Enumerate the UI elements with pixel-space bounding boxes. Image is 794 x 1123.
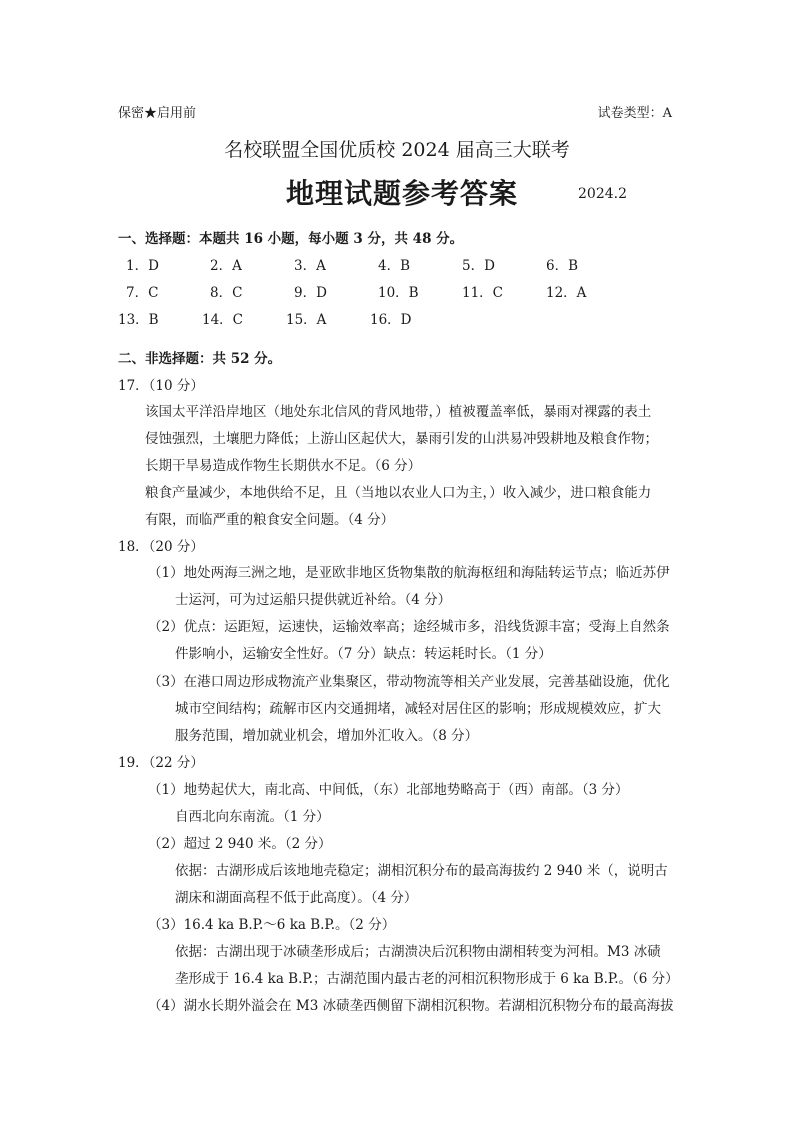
question-number: 18．（20 分） [118,539,204,555]
answer-text-line: 粮食产量减少，本地供给不足，且（当地以农业人口为主，）收入减少，进口粮食能力 [145,485,652,501]
question-number: 19．（22 分） [118,755,204,771]
document-date: 2024.2 [578,186,627,202]
answer-item: 7．C [126,285,159,301]
answer-item: 14．C [202,312,244,328]
answer-row [126,254,630,274]
answer-row [126,281,630,301]
answer-item: 3．A [294,258,326,274]
answer-text-line: （4）湖水长期外溢会在 M3 冰碛垄西侧留下湖相沉积物。若湖相沉积物分布的最高海拔 [148,998,674,1014]
answer-text-line: 城市空间结构；疏解市区内交通拥堵，减轻对居住区的影响；形成规模效应，扩大 [175,701,661,717]
answer-item: 16．D [370,312,412,328]
section-heading-nonchoice: 二、非选择题：共 52 分。 [118,351,282,367]
section-heading-choice: 一、选择题：本题共 16 小题，每小题 3 分，共 48 分。 [118,231,464,247]
answer-text-line: 依据：古湖形成后该地地壳稳定；湖相沉积分布的最高海拔约 2 940 米（，说明古 [175,863,668,879]
answer-text-line: （2）超过 2 940 米。（2 分） [148,836,332,852]
answer-item: 13．B [118,312,159,328]
answer-item: 6．B [546,258,579,274]
document-title: 地理试题参考答案 [286,177,519,210]
answer-text-line: 该国太平洋沿岸地区（地处东北信风的背风地带，）植被覆盖率低，暴雨对裸露的表土 [145,404,652,420]
answer-item: 9．D [294,285,327,301]
answer-text-line: 自西北向东南流。（1 分） [175,809,330,825]
answer-item: 2．A [210,258,242,274]
answer-item: 8．C [210,285,243,301]
answer-text-line: 件影响小，运输安全性好。（7 分）缺点：转运耗时长。（1 分） [175,646,552,662]
answer-row [118,308,454,328]
question-number: 17．（10 分） [118,378,204,394]
answer-text-line: （1）地势起伏大，南北高、中间低，（东）北部地势略高于（西）南部。（3 分） [148,782,629,798]
answer-text-line: （2）优点：运距短，运速快，运输效率高；途经城市多，沿线货源丰富；受海上自然条 [148,619,670,635]
answer-item: 15．A [286,312,327,328]
answer-item: 1．D [126,258,159,274]
answer-text-line: 垄形成于 16.4 ka B.P.；古湖范围内最古老的河相沉积物形成于 6 ka B.P.。（6 分） [175,971,679,987]
answer-text-line: 长期干旱易造成作物生长期供水不足。（6 分） [145,458,422,474]
answer-text-line: （3）在港口周边形成物流产业集聚区，带动物流等相关产业发展，完善基础设施，优化 [148,674,670,690]
answer-item: 11．C [462,285,504,301]
answer-text-line: 士运河，可为过运船只提供就近补给。（4 分） [175,592,452,608]
answer-item: 5．D [462,258,495,274]
exam-title: 名校联盟全国优质校 2024 届高三大联考 [224,139,570,161]
answer-item: 4．B [378,258,411,274]
answer-text-line: （1）地处两海三洲之地，是亚欧非地区货物集散的航海枢纽和海陆转运节点；临近苏伊 [148,565,670,581]
answer-text-line: 有限，而临严重的粮食安全问题。（4 分） [145,512,395,528]
answer-text-line: 服务范围，增加就业机会，增加外汇收入。（8 分） [175,728,479,744]
confidential-label: 保密★启用前 [118,106,197,121]
answer-text-line: （3）16.4 ka B.P.～6 ka B.P.。（2 分） [148,917,396,933]
answer-text-line: 侵蚀强烈，土壤肥力降低；上游山区起伏大，暴雨引发的山洪易冲毁耕地及粮食作物； [145,431,658,447]
answer-text-line: 湖床和湖面高程不低于此高度）。（4 分） [175,890,418,906]
answer-item: 12．A [546,285,587,301]
paper-type-label: 试卷类型：A [597,106,672,121]
answer-text-line: 依据：古湖出现于冰碛垄形成后；古湖溃决后沉积物由湖相转变为河相。M3 冰碛 [175,944,661,960]
answer-item: 10．B [378,285,419,301]
